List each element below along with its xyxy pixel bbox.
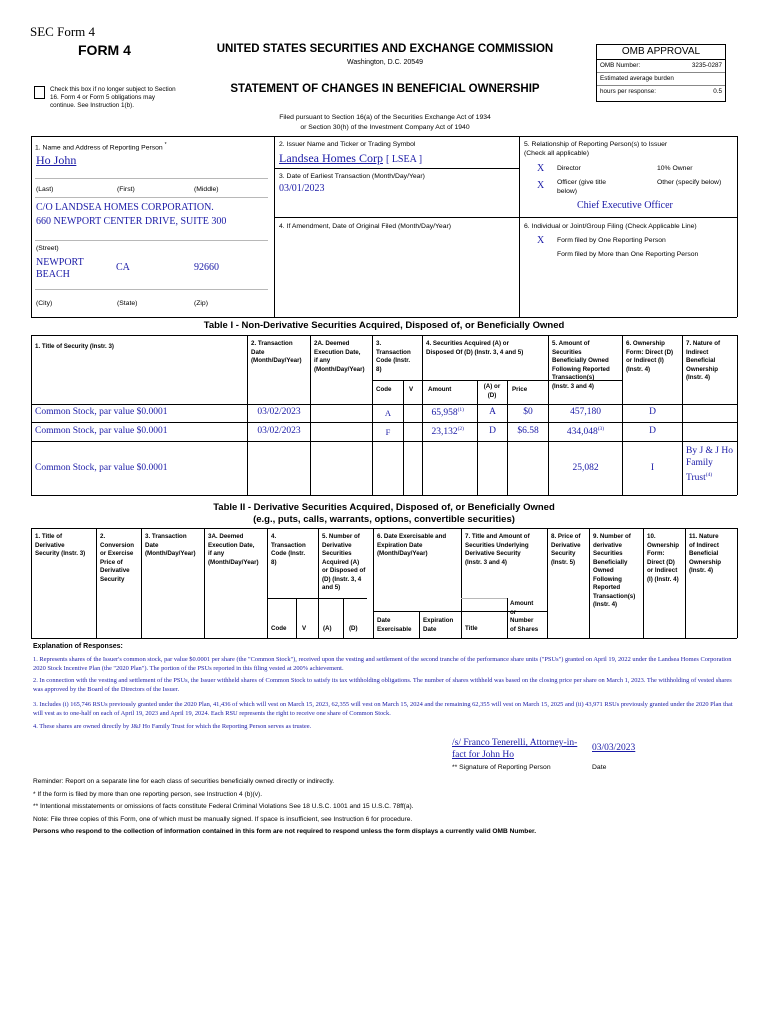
issuer-name-row [279, 151, 422, 166]
filing-one-label: Form filed by One Reporting Person [557, 237, 666, 244]
omb-hours-label: hours per response: [600, 88, 657, 95]
director-label: Director [557, 165, 581, 172]
zip-value: 92660 [194, 262, 219, 273]
agency-title: UNITED STATES SECURITIES AND EXCHANGE COMMISSION [216, 43, 554, 55]
filing-more-label: Form filed by More than One Reporting Person [557, 251, 699, 258]
t1-header-code: 3. Transaction Code (Instr. 8) [376, 340, 411, 373]
explanation-item-4: 4. These shares are owned directly by J&J Ho Family Trust for which the Reporting Person serves as trustee. [33, 723, 312, 730]
earliest-transaction-label: 3. Date of Earliest Transaction (Month/Day/Year) [279, 173, 425, 180]
t2-header-title-sub: Title [465, 625, 478, 632]
t2-header-expiration: Expiration Date [423, 617, 454, 633]
t1-r1-ad: A [489, 407, 496, 417]
t2-header-owned: 9. Number of derivative Securities Beneficially Owned Following Reported Transaction(s) (Instr. 4) [593, 533, 636, 608]
t1-header-code-sub: Code [376, 386, 392, 393]
t1-r2-form: D [649, 426, 656, 436]
t1-header-price: Price [512, 386, 528, 393]
last-label: (Last) [36, 186, 54, 193]
footer-instruction: * If the form is filed by more than one reporting person, see Instruction 4 (b)(v). [33, 790, 263, 798]
t1-r2-amount: 23,132$^{(2)}$ [431, 426, 464, 438]
t2-header-amount-shares: Amount or Number of Shares [510, 600, 539, 633]
t1-header-nature: 7. Nature of Indirect Beneficial Ownership (Instr. 4) [686, 340, 721, 381]
omb-hours-value: 0.5 [713, 88, 722, 95]
footer-omb-notice: Persons who respond to the collection of information contained in this form are not required to respond unless the form displays a currently valid OMB Number. [33, 828, 537, 835]
zip-label: (Zip) [194, 300, 208, 307]
t1-header-title: 1. Title of Security (Instr. 3) [35, 343, 114, 350]
filed-pursuant-line1: Filed pursuant to Section 16(a) of the Securities Exchange Act of 1934 [279, 114, 491, 121]
t1-r2-price: $6.58 [517, 426, 539, 436]
filing-one-mark[interactable]: X [537, 235, 545, 246]
t1-header-ownership: 6. Ownership Form: Direct (D) or Indirect (I) (Instr. 4) [626, 340, 674, 373]
t2-header-underlying: 7. Title and Amount of Securities Underlying Derivative Security (Instr. 3 and 4) [465, 533, 530, 566]
t2-header-code: 4. Transaction Code (Instr. 8) [271, 533, 306, 566]
street-label: (Street) [36, 245, 59, 252]
t1-r2-date: 03/02/2023 [257, 426, 301, 436]
director-mark[interactable]: X [537, 163, 545, 174]
t1-r1-price: $0 [523, 407, 533, 417]
ten-pct-label: 10% Owner [657, 165, 693, 172]
table2-title: Table II - Derivative Securities Acquired, Disposed of, or Beneficially Owned [213, 502, 555, 513]
footer-misstatement: ** Intentional misstatements or omissions of facts constitute Federal Criminal Violations See 18 U.S.C. 1001 and 15 U.S.C. 78ff(a). [33, 803, 414, 810]
officer-title: Chief Executive Officer [577, 200, 673, 211]
t1-r2-ad: D [489, 426, 496, 436]
t1-r1-owned: 457,180 [570, 407, 601, 417]
section16-text: Check this box if no longer subject to Section 16. Form 4 or Form 5 obligations may continue. See Instruction 1(b). [50, 86, 176, 109]
reporting-person-label: 1. Name and Address of Reporting Person * [35, 142, 167, 152]
t1-header-v: V [409, 386, 414, 393]
t2-header-a: (A) [323, 625, 332, 632]
t2-header-v: V [302, 625, 307, 632]
t2-header-title: 1. Title of Derivative Security (Instr. 3) [35, 533, 86, 557]
officer-mark[interactable]: X [537, 180, 545, 191]
t2-header-price: 8. Price of Derivative Security (Instr. 5) [551, 533, 581, 566]
other-label: Other (specify below) [657, 179, 722, 186]
address-line2: 660 NEWPORT CENTER DRIVE, SUITE 300 [36, 216, 227, 227]
t1-header-securities: 4. Securities Acquired (A) or Disposed Of (D) (Instr. 3, 4 and 5) [426, 340, 524, 356]
t1-r3-nature: By J & J Ho Family Trust$^{(4)}$ [686, 446, 733, 484]
city-value: NEWPORT BEACH [36, 257, 84, 280]
t1-r1-code: A [384, 408, 392, 418]
issuer-ticker: [ LSEA ] [385, 154, 423, 165]
relationship-sublabel: (Check all applicable) [524, 150, 589, 157]
filed-pursuant [190, 113, 580, 132]
earliest-transaction-date: 03/01/2023 [279, 183, 325, 194]
footer-reminder: Reminder: Report on a separate line for each class of securities beneficially owned directly or indirectly. [33, 778, 335, 785]
t2-header-nature: 11. Nature of Indirect Beneficial Ownership (Instr. 4) [689, 533, 721, 574]
issuer-name: Landsea Homes Corp [279, 151, 383, 165]
filed-pursuant-line2: or Section 30(h) of the Investment Company Act of 1940 [300, 123, 470, 131]
state-label: (State) [117, 300, 138, 307]
t2-header-conversion: 2. Conversion or Exercise Price of Derivative Security [100, 533, 135, 583]
date-label: Date [592, 764, 607, 771]
first-label: (First) [117, 186, 135, 193]
t2-header-ownership: 10. Ownership Form: Direct (D) or Indirect (I) (Instr. 4) [647, 533, 679, 583]
explanation-item-3: 3. Includes (i) 165,746 RSUs previously granted under the 2020 Plan, 41,436 of which will vest on March 15, 2023, 62,355 will vest on March 15, 2024 and the remaining 62,355 will vest on March 15, 2025 and (ii) 43,971 RSUs previously granted under the 2020 Plan that will vest as to one-half on each of April 19, 2023 and April 19, 2024. Each RSU represents the right to receive one share of Common Stock. [33, 701, 733, 718]
t1-r1-title: Common Stock, par value $0.0001 [35, 407, 168, 417]
t2-header-number: 5. Number of Derivative Securities Acquired (A) or Disposed of (D) (Instr. 3, 4 and 5) [322, 533, 366, 591]
omb-box [596, 44, 726, 102]
t1-r3-title: Common Stock, par value $0.0001 [35, 463, 168, 473]
state-value: CA [116, 262, 130, 273]
t1-r1-amount: 65,958$^{(1)}$ [431, 407, 464, 419]
t1-header-amount-owned: 5. Amount of Securities Beneficially Owned Following Reported Transaction(s) (Instr. 3 and 4) [552, 340, 610, 390]
signature-line1: /s/ Franco Tenerelli, Attorney-in- [452, 738, 578, 748]
officer-label: Officer (give title below) [557, 179, 606, 195]
t1-header-amount: Amount [428, 386, 452, 393]
agency-location: Washington, D.C. 20549 [346, 59, 423, 66]
t1-r1-date: 03/02/2023 [257, 407, 301, 417]
signature-label: ** Signature of Reporting Person [452, 764, 551, 771]
footer [33, 776, 733, 839]
table1-title: Table I - Non-Derivative Securities Acquired, Disposed of, or Beneficially Owned [203, 320, 565, 331]
footer-note: Note: File three copies of this Form, one of which must be manually signed. If space is insufficient, see Instruction 6 for procedure. [33, 815, 413, 823]
issuer-label: 2. Issuer Name and Ticker or Trading Symbol [279, 141, 416, 148]
t2-header-date: 3. Transaction Date (Month/Day/Year) [145, 533, 196, 557]
t1-r2-title: Common Stock, par value $0.0001 [35, 426, 168, 436]
reporting-person-name: Ho John [36, 153, 77, 167]
t2-header-d: (D) [349, 625, 358, 632]
table2-subtitle: (e.g., puts, calls, warrants, options, convertible securities) [253, 514, 515, 525]
t2-header-exercisable: 6. Date Exercisable and Expiration Date (Month/Day/Year) [377, 533, 447, 557]
signature [452, 738, 592, 761]
t1-r3-owned: 25,082 [572, 463, 599, 473]
statement-title: STATEMENT OF CHANGES IN BENEFICIAL OWNERSHIP [230, 83, 540, 95]
city-label: (City) [36, 300, 53, 307]
t1-header-deemed: 2A. Deemed Execution Date, if any (Month/Day/Year) [314, 340, 365, 373]
filing-label: 6. Individual or Joint/Group Filing (Check Applicable Line) [524, 223, 697, 230]
form-title: FORM 4 [78, 42, 131, 58]
explanation-item-1: 1. Represents shares of the Issuer's common stock, par value $0.0001 per share (the "Common Stock"), received upon the vesting and settlement of the second tranche of the performance share units ("PSUs") granted on April 19, 2022 under the Landsea Homes Corporation 2020 Stock Incentive Plan (the "2020 Plan"). The portion of the PSUs reported in this filing vested at 200% achievement. [33, 656, 732, 673]
relationship-label: 5. Relationship of Reporting Person(s) to Issuer [524, 141, 668, 148]
omb-burden-label: Estimated average burden [600, 75, 674, 82]
section16-checkbox[interactable] [34, 86, 45, 99]
t1-r2-owned: 434,048$^{(3)}$ [566, 426, 605, 438]
t1-header-date: 2. Transaction Date (Month/Day/Year) [251, 340, 302, 364]
sec-form-label: SEC Form 4 [30, 24, 96, 39]
omb-title: OMB APPROVAL [597, 45, 725, 60]
t1-r2-code: F [385, 427, 391, 437]
t2-header-deemed: 3A. Deemed Execution Date, if any (Month/Day/Year) [208, 533, 259, 566]
t2-header-code-sub: Code [271, 625, 287, 632]
amendment-label: 4. If Amendment, Date of Original Filed (Month/Day/Year) [279, 223, 452, 230]
t1-header-ad: (A) or (D) [483, 383, 501, 399]
t1-r1-form: D [649, 407, 656, 417]
omb-number-value: 3235-0287 [691, 62, 722, 69]
t2-header-date-ex: Date Exercisable [377, 617, 412, 633]
explanation-item-2: 2. In connection with the vesting and settlement of the PSUs, the Issuer withheld shares of Common Stock to satisfy its tax withholding obligations. The number of shares withheld was based on the closing price per share on March 1, 2023. The withholding of vested shares was approved by the Board of the Directors of the Issuer. [33, 677, 732, 694]
signature-date: 03/03/2023 [592, 743, 636, 753]
t1-r3-form: I [650, 463, 655, 473]
signature-line2: fact for John Ho [452, 749, 514, 760]
table2-title-block [31, 502, 737, 526]
omb-number-label: OMB Number: [600, 62, 641, 69]
explanation-title: Explanation of Responses: [33, 643, 123, 650]
address-line1: C/O LANDSEA HOMES CORPORATION. [36, 202, 214, 213]
middle-label: (Middle) [194, 186, 219, 193]
